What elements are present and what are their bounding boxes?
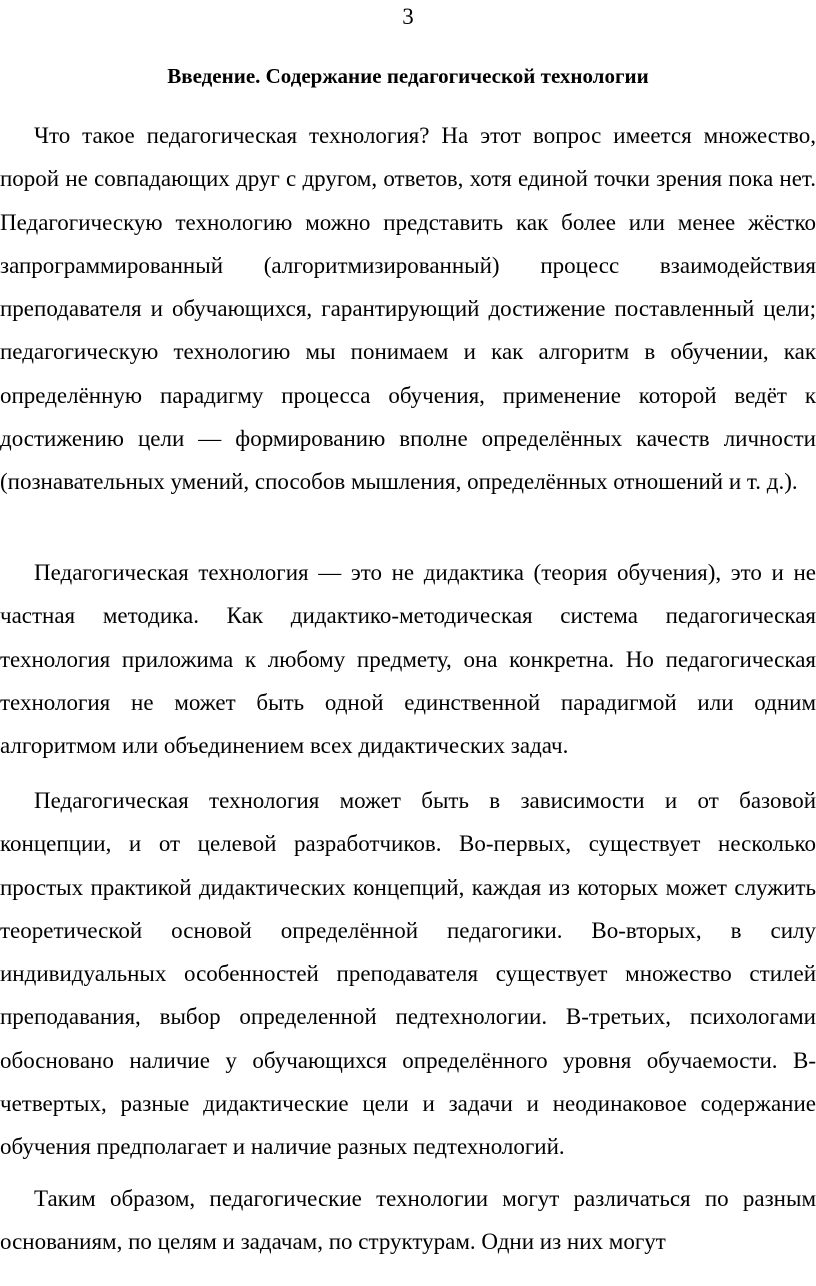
paragraph-4: Таким образом, педагогические технологии могут различаться по разным основаниям, по целям и задачам, по структурам. Одни из них могут bbox=[0, 1186, 816, 1255]
paragraph-2: Педагогическая технология — это не дидактика (теория обучения), это и не частная методика. Как дидактико-методическая система педагогическая технология приложима к любому предмету, она конкретна. Но педагогическая технология не может быть одной единственной парадигмой или одним алгоритмом или объединением всех дидактических задач. bbox=[0, 560, 816, 759]
section-heading: Введение. Содержание педагогической технологии bbox=[167, 64, 649, 88]
paragraph-3: Педагогическая технология может быть в зависимости и от базовой концепции, и от целевой разработчиков. Во-первых, существует несколько простых практикой дидактических концепций, каждая из которых может служить теоретической основой определённой педагогики. Во-вторых, в силу индивидуальных особенностей преподавателя существует множество стилей преподавания, выбор определенной педтехнологии. В-третьих, психологами обосновано наличие у обучающихся определённого уровня обучаемости. В-четвертых, разные дидактические цели и задачи и неодинаковое содержание обучения предполагает и наличие разных педтехнологий. bbox=[0, 788, 816, 1160]
page-number: 3 bbox=[402, 4, 414, 29]
paragraph-1: Что такое педагогическая технология? На этот вопрос имеется множество, порой не совпадающих друг с другом, ответов, хотя единой точки зрения пока нет. Педагогическую технологию можно представить как более или менее жёстко запрограммированный (алгоритмизированный) процесс взаимодействия преподавателя и обучающихся, гарантирующий достижение поставленный цели; педагогическую технологию мы понимаем и как алгоритм в обучении, как определённую парадигму процесса обучения, применение которой ведёт к достижению цели — формированию вполне определённых качеств личности (познавательных умений, способов мышления, определённых отношений и т. д.). bbox=[0, 123, 816, 495]
